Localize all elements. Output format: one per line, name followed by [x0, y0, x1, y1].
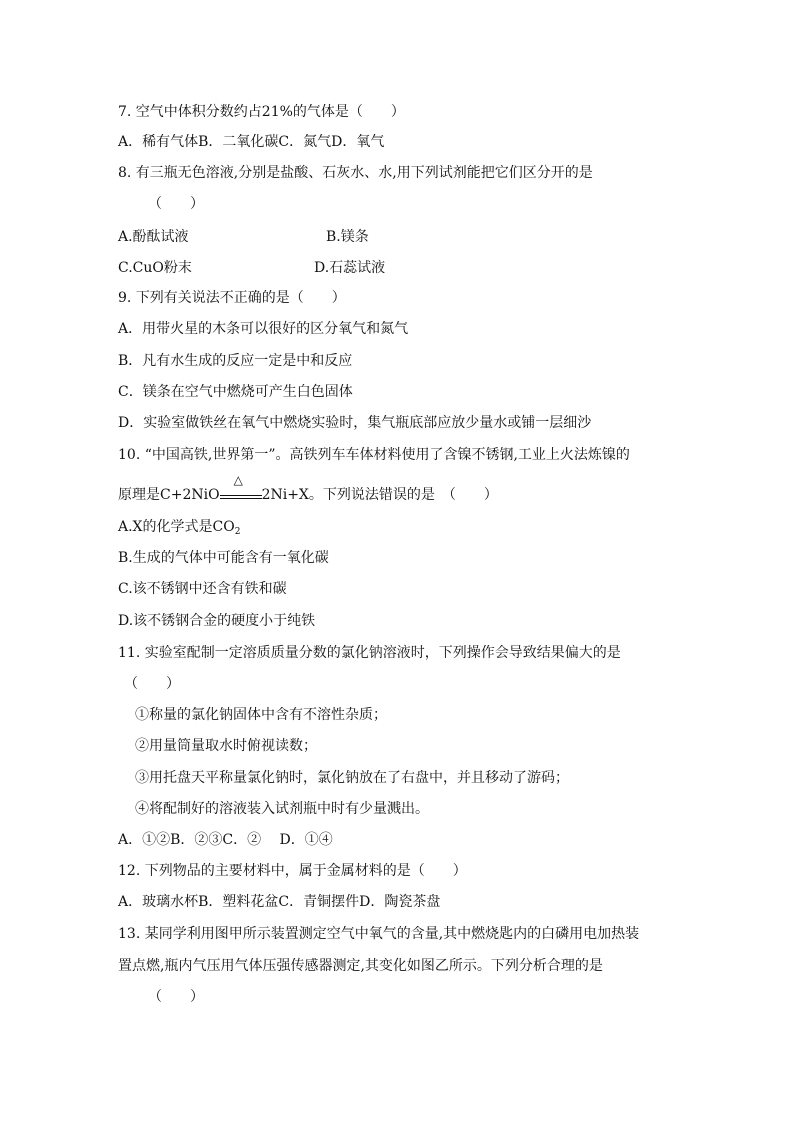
question-9-stem: 9. 下列有关说法不正确的是（ ）	[118, 290, 346, 306]
question-7-stem: 7. 空气中体积分数约占21%的气体是（ ）	[118, 104, 405, 120]
question-9-option-b: B．凡有水生成的反应一定是中和反应	[118, 353, 353, 369]
option-a-text: A.X的化学式是CO	[118, 519, 235, 535]
question-10-equation-line	[118, 473, 498, 504]
question-11-stem: 11. 实验室配制一定溶质质量分数的氯化钠溶液时，下列操作会导致结果偏大的是	[118, 645, 621, 661]
question-10-option-b: B.生成的气体中可能含有一氧化碳	[118, 550, 329, 566]
question-9-option-a: A．用带火星的木条可以很好的区分氧气和氮气	[118, 321, 409, 337]
question-10-option-d: D.该不锈钢合金的硬度小于纯铁	[118, 613, 316, 629]
question-9-option-c: C．镁条在空气中燃烧可产生白色固体	[118, 384, 353, 400]
equation-suffix: 2Ni+X。下列说法错误的是 （ ）	[261, 487, 498, 503]
question-8-option-b: B.镁条	[326, 229, 369, 245]
subscript: 2	[234, 527, 241, 537]
question-9-option-d: D．实验室做铁丝在氧气中燃烧实验时，集气瓶底部应放少量水或铺一层细沙	[118, 415, 592, 431]
reaction-arrow	[220, 473, 262, 504]
question-8-option-d: D.石蕊试液	[314, 260, 386, 276]
question-10-option-c: C.该不锈钢中还含有铁和碳	[118, 581, 287, 597]
question-7-options: A．稀有气体B．二氧化碳C．氮气D．氧气	[118, 134, 385, 150]
question-11-item-4: ④将配制好的溶液装入试剂瓶中时有少量溅出。	[135, 801, 429, 817]
equals-bar-top	[220, 495, 262, 496]
question-11-options: A．①②B．②③C．② D．①④	[118, 832, 333, 848]
question-13-stem-continued: 置点燃,瓶内气压用气体压强传感器测定,其变化如图乙所示。下列分析合理的是	[118, 958, 603, 974]
question-8-answer-paren: （ ）	[148, 196, 204, 212]
question-12-options: A．玻璃水杯B．塑料花盆C．青铜摆件D．陶瓷茶盘	[118, 894, 441, 910]
question-10-option-a	[118, 518, 240, 541]
equals-bar-bottom	[220, 498, 262, 499]
equation-prefix: 原理是C+2NiO	[118, 487, 220, 503]
question-11-answer-paren: （ ）	[124, 676, 180, 692]
question-8-option-c: C.CuO粉末	[118, 260, 192, 276]
question-8-option-a: A.酚酞试液	[118, 229, 189, 245]
question-13-stem: 13. 某同学利用图甲所示装置测定空气中氧气的含量,其中燃烧匙内的白磷用电加热装	[118, 926, 640, 942]
question-11-item-3: ③用托盘天平称量氯化钠时，氯化钠放在了右盘中，并且移动了游码；	[135, 770, 569, 786]
question-8-stem: 8. 有三瓶无色溶液,分别是盐酸、石灰水、水,用下列试剂能把它们区分开的是	[118, 165, 593, 181]
question-12-stem: 12. 下列物品的主要材料中，属于金属材料的是（ ）	[118, 863, 467, 879]
question-11-item-1: ①称量的氯化钠固体中含有不溶性杂质；	[135, 707, 387, 723]
heat-triangle-icon: △	[233, 473, 243, 487]
question-13-answer-paren: （ ）	[148, 989, 204, 1005]
question-11-item-2: ②用量筒量取水时俯视读数；	[135, 738, 317, 754]
question-10-stem: 10. “中国高铁,世界第一”。高铁列车车体材料使用了含镍不锈钢,工业上火法炼镍的	[118, 447, 630, 463]
